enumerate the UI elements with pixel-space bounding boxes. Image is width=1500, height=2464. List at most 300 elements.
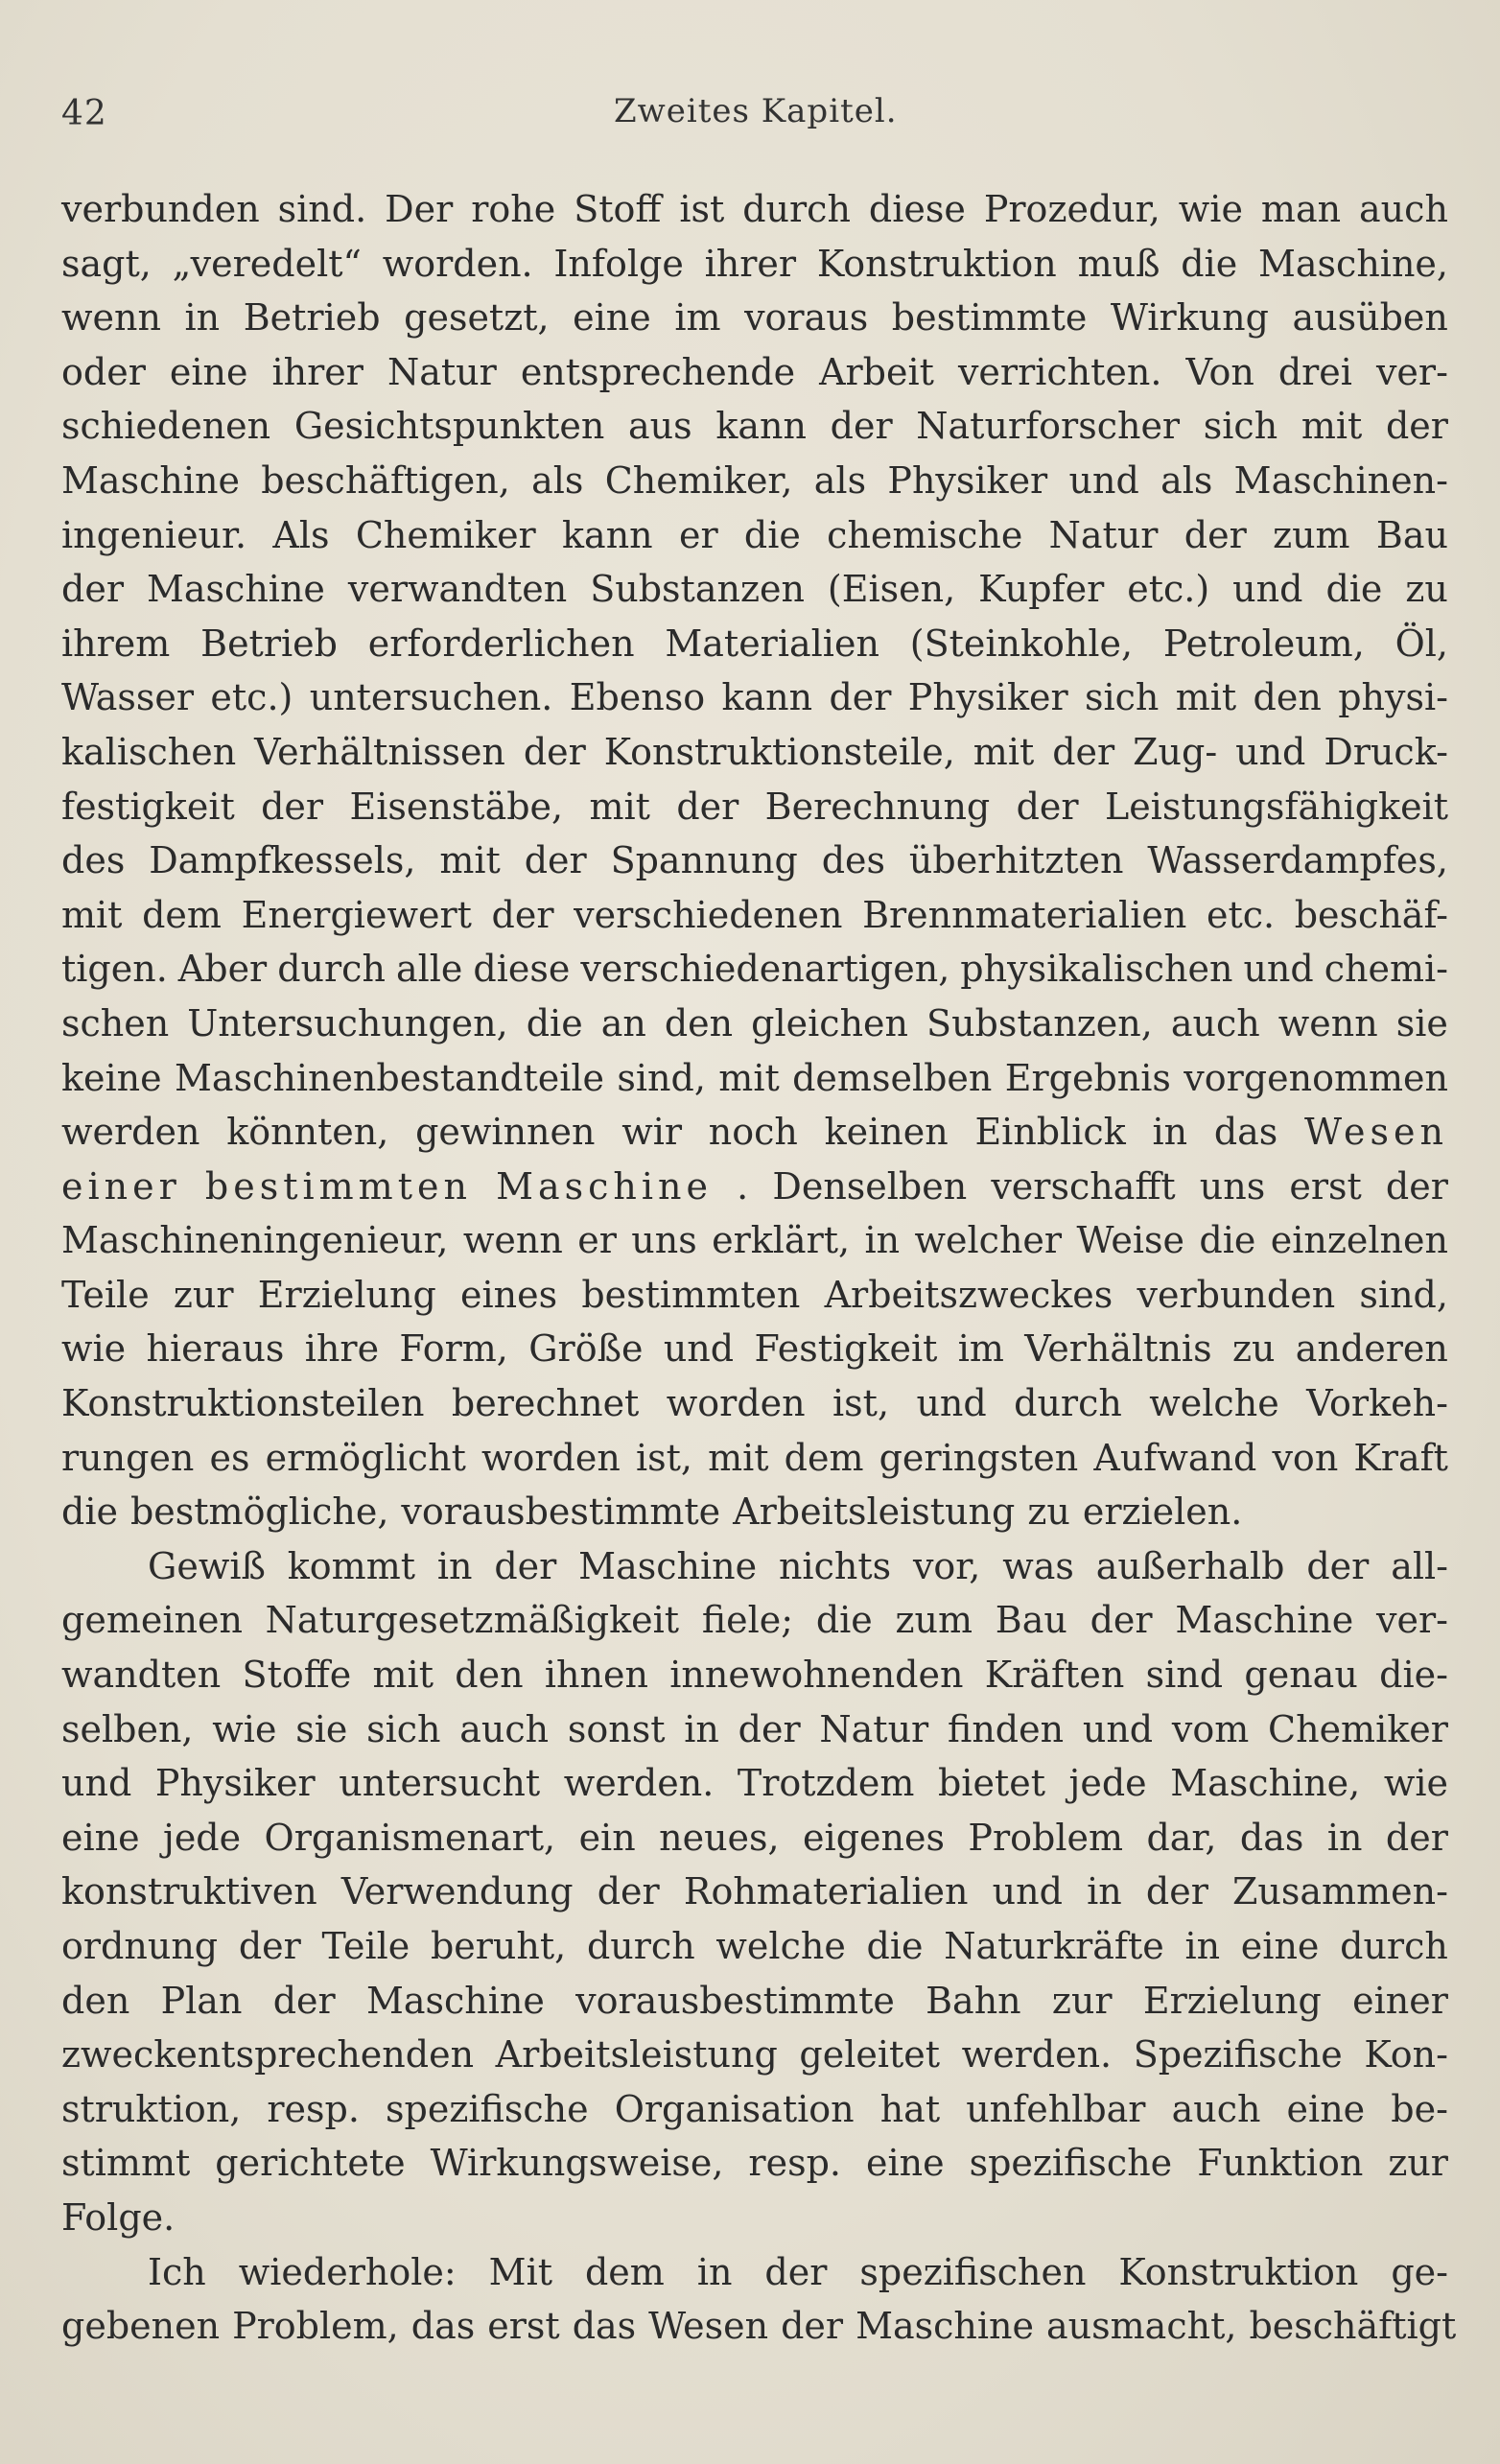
word: Dampfkessels, — [149, 839, 416, 882]
word: in — [696, 2250, 733, 2293]
word: in — [1326, 1816, 1363, 1859]
word: vorgenommen — [1184, 1056, 1448, 1099]
word: wiederhole: — [238, 2250, 457, 2293]
word: Weise — [1076, 1219, 1185, 1262]
word: sie — [1395, 1001, 1448, 1044]
word: wie — [1383, 1762, 1448, 1805]
word: Kupfer — [978, 568, 1105, 611]
word: gebenen — [61, 2305, 221, 2348]
word: ausmacht, — [1046, 2305, 1237, 2348]
word: Naturgesetzmäßigkeit — [265, 1599, 680, 1642]
text-line — [61, 399, 1448, 454]
text-line — [61, 617, 1448, 671]
word: festigkeit — [61, 785, 235, 828]
word: schiedenen — [61, 405, 271, 448]
word: etc. — [1206, 893, 1276, 936]
word: zweckentsprechenden — [61, 2033, 475, 2077]
word: außerhalb — [1095, 1544, 1285, 1587]
text-line — [61, 833, 1448, 888]
word: gleichen — [751, 1001, 909, 1044]
word: sich — [1203, 405, 1278, 448]
word: eine — [865, 2142, 945, 2185]
word: welcher — [914, 1219, 1063, 1262]
word: physikalischen — [960, 948, 1233, 991]
running-head: Zweites Kapitel. — [614, 92, 898, 130]
text-line — [61, 508, 1448, 563]
word: als — [1160, 458, 1213, 502]
word: gewinnen — [415, 1111, 596, 1154]
word: der — [238, 1925, 301, 1967]
word: mit — [1175, 676, 1237, 719]
word: ingenieur. — [61, 513, 247, 556]
word: Bau — [1375, 513, 1448, 556]
word: Von — [1185, 350, 1254, 393]
word: dem — [584, 2250, 665, 2293]
word: kann — [562, 513, 653, 556]
word: die — [743, 513, 801, 556]
word: in — [1152, 1111, 1188, 1154]
word: der — [1385, 1164, 1448, 1208]
text-line — [61, 1865, 1448, 1919]
word: worden — [480, 1436, 621, 1479]
word: Denselben — [772, 1164, 968, 1208]
word: wenn — [462, 1219, 563, 1262]
text-line — [61, 345, 1448, 400]
word: chemi- — [1324, 948, 1448, 991]
word: ver- — [1375, 1599, 1448, 1642]
text-line — [61, 2191, 1448, 2245]
word: zur — [1388, 2142, 1448, 2185]
body-text — [61, 182, 1457, 2354]
word: Wasserdampfes, — [1147, 839, 1448, 882]
word: genau — [1244, 1654, 1358, 1697]
word: der — [676, 785, 739, 828]
word: (Steinkohle, — [909, 622, 1134, 665]
word: zu — [1405, 568, 1448, 611]
word: dar, — [1146, 1816, 1217, 1859]
word: resp. — [267, 2087, 360, 2130]
word: selben, — [61, 1707, 194, 1750]
word: die- — [1379, 1654, 1448, 1697]
word: „veredelt“ — [172, 242, 362, 285]
text-line — [61, 2028, 1448, 2082]
text-line — [61, 670, 1448, 725]
word: hat — [879, 2087, 941, 2130]
word: Spannung — [610, 839, 798, 882]
word: als — [813, 458, 867, 502]
word: in — [184, 296, 221, 340]
word: Substanzen, — [926, 1001, 1153, 1044]
word: sich — [366, 1707, 441, 1750]
word: Chemiker, — [604, 458, 793, 502]
word: rohe — [471, 188, 556, 230]
word: das — [410, 2305, 476, 2348]
word: Maschine — [1175, 1599, 1354, 1642]
word: ist, — [635, 1436, 692, 1479]
word: einzelnen — [1270, 1219, 1448, 1262]
word: was — [1002, 1544, 1074, 1587]
word: ist, — [832, 1382, 890, 1425]
word: Eisenstäbe, — [349, 785, 564, 828]
text-line — [61, 1322, 1448, 1376]
word: erzielen. — [1082, 1490, 1243, 1534]
word: Naturkräfte — [944, 1925, 1164, 1967]
word: beruht, — [430, 1925, 567, 1967]
word: Bau — [995, 1599, 1067, 1642]
word: mit — [708, 1436, 769, 1479]
word: oder — [61, 350, 146, 393]
word: sonst — [567, 1707, 666, 1750]
word: Kräften — [984, 1654, 1125, 1697]
word: Natur — [1048, 513, 1159, 556]
word: beschäftigen, — [261, 458, 510, 502]
word: in — [864, 1219, 901, 1262]
word: rungen — [61, 1436, 195, 1479]
text-line — [61, 237, 1448, 292]
word: alle — [395, 948, 463, 991]
word: beschäftigt — [1249, 2305, 1457, 2348]
word: wie — [212, 1707, 277, 1750]
word: worden. — [382, 242, 533, 285]
text-line — [61, 997, 1448, 1051]
word: etc.) — [1127, 568, 1210, 611]
word: Verhältnis — [1024, 1327, 1212, 1371]
word: und — [61, 1762, 132, 1805]
text-line — [61, 1485, 1448, 1539]
word: Problem — [968, 1816, 1124, 1859]
word: auch — [1171, 2087, 1261, 2130]
word: man — [1260, 188, 1342, 230]
word: Als — [272, 513, 330, 556]
word: Petroleum, — [1162, 622, 1365, 665]
word: der — [261, 785, 324, 828]
word: die — [815, 1599, 873, 1642]
word: wie — [1178, 188, 1243, 230]
word: Bahn — [926, 1979, 1021, 2022]
word: spezifische — [969, 2142, 1173, 2185]
text-line — [61, 1974, 1448, 2029]
word: dem — [142, 893, 222, 936]
word: überhitzten — [908, 839, 1124, 882]
word: spezifischen — [859, 2250, 1087, 2293]
word: Funktion — [1197, 2142, 1364, 2185]
word: hieraus — [146, 1327, 285, 1371]
word: vorausbestimmte — [575, 1979, 895, 2022]
word: geleitet — [799, 2033, 941, 2077]
word: Wirkung — [1110, 296, 1269, 340]
word: erst — [1289, 1164, 1362, 1208]
word: ihrer — [271, 350, 363, 393]
word: sind, — [617, 1056, 706, 1099]
word: der — [764, 2250, 828, 2293]
word: noch — [708, 1111, 798, 1154]
word: Trotzdem — [737, 1762, 915, 1805]
word: Konstruktion — [1118, 2250, 1359, 2293]
word: Aber — [177, 948, 268, 991]
word: der — [738, 1707, 801, 1750]
word: (Eisen, — [827, 568, 956, 611]
word: der — [61, 568, 124, 611]
word: Erzielung — [1142, 1979, 1322, 2022]
word: eines — [460, 1273, 558, 1316]
word: zum — [1273, 513, 1350, 556]
word: gerichtete — [215, 2142, 406, 2185]
word: verbunden — [61, 188, 260, 230]
word: kalischen — [61, 730, 237, 773]
word: mit — [973, 730, 1035, 773]
word: die — [1181, 242, 1238, 285]
word: neues, — [659, 1816, 780, 1859]
text-line — [61, 780, 1448, 834]
word: Zusammen- — [1232, 1870, 1448, 1913]
word: vorausbestimmte — [401, 1490, 721, 1534]
word: werden. — [961, 2033, 1113, 2077]
text-line — [61, 725, 1448, 780]
word: Maschine — [365, 1979, 545, 2022]
word: und — [1068, 458, 1139, 502]
word: unfehlbar — [966, 2087, 1146, 2130]
word: verrichten. — [957, 350, 1162, 393]
text-line — [61, 942, 1448, 997]
word: wie — [61, 1327, 127, 1371]
word: ihrem — [61, 622, 171, 665]
word: Zug- — [1133, 730, 1218, 773]
text-line — [61, 1431, 1448, 1486]
word: erklärt, — [712, 1219, 851, 1262]
word: untersuchen. — [309, 676, 553, 719]
word: Gesichtspunkten — [293, 405, 605, 448]
word: ausüben — [1292, 296, 1448, 340]
word: zu — [1231, 1327, 1276, 1371]
word: zum — [895, 1599, 973, 1642]
word: ihnen — [544, 1654, 648, 1697]
word: aus — [628, 405, 692, 448]
text-line — [61, 2245, 1448, 2300]
word: vor, — [912, 1544, 981, 1587]
word: auch — [1170, 1001, 1260, 1044]
word: Naturforscher — [916, 405, 1181, 448]
word: tigen. — [61, 948, 168, 991]
text-line — [61, 562, 1448, 617]
word: ein — [578, 1816, 636, 1859]
word: der — [1052, 730, 1115, 773]
word: der — [523, 730, 586, 773]
word: bestimmten — [581, 1273, 801, 1316]
word: den — [1253, 676, 1322, 719]
word: zu — [1027, 1490, 1070, 1534]
word: worden — [666, 1382, 806, 1425]
word: Festigkeit — [754, 1327, 938, 1371]
word: bestimmte — [891, 296, 1088, 340]
word: in — [1184, 1925, 1221, 1967]
word: verwandten — [347, 568, 568, 611]
word: eine — [1240, 1925, 1320, 1967]
word: der — [1090, 1599, 1153, 1642]
word: chemische — [827, 513, 1023, 556]
word: stimmt — [61, 2142, 191, 2185]
word: sind — [1145, 1654, 1224, 1697]
word: beschäf- — [1294, 893, 1448, 936]
word: sind. — [277, 188, 367, 230]
word: der — [781, 2305, 844, 2348]
word: ihrer — [704, 242, 797, 285]
word: Maschine, — [1257, 242, 1448, 285]
word: sich — [1084, 676, 1160, 719]
word: Konstruktion — [816, 242, 1057, 285]
word: der — [494, 1544, 557, 1587]
word: kann — [721, 676, 813, 719]
text-line — [61, 1268, 1448, 1323]
word: das — [1213, 1111, 1278, 1154]
word: Maschine — [578, 1544, 758, 1587]
word: Maschine — [496, 1164, 714, 1208]
word: Vorkeh- — [1306, 1382, 1448, 1425]
word: die — [61, 1490, 118, 1534]
word: Leistungsfähigkeit — [1104, 785, 1448, 828]
word: in — [436, 1544, 473, 1587]
word: zur — [1051, 1979, 1113, 2022]
word: Arbeit — [819, 350, 934, 393]
word: durch — [742, 188, 851, 230]
word: Wirkungsweise, — [430, 2142, 724, 2185]
word: uns — [1199, 1164, 1266, 1208]
word: diese — [868, 188, 966, 230]
word: Arbeitsleistung — [495, 2033, 778, 2077]
word: Physiker — [887, 458, 1048, 502]
word: schen — [61, 1001, 170, 1044]
word: sind, — [1359, 1273, 1448, 1316]
word: verschiedenen — [574, 893, 843, 936]
word: mit — [718, 1056, 780, 1099]
text-line — [61, 1539, 1448, 1594]
word: Physiker — [907, 676, 1068, 719]
word: Stoffe — [242, 1654, 352, 1697]
word: von — [1272, 1436, 1339, 1479]
word: zur — [173, 1273, 234, 1316]
word: kann — [715, 405, 807, 448]
word: der — [1016, 785, 1079, 828]
word: er — [678, 513, 718, 556]
word: Teile — [61, 1273, 150, 1316]
word: Organismenart, — [264, 1816, 556, 1859]
word: Betrieb — [243, 296, 381, 340]
word: Druck- — [1324, 730, 1448, 773]
word: durch — [586, 1925, 695, 1967]
text-line — [61, 182, 1448, 237]
word: Organisation — [614, 2087, 855, 2130]
word: sagt, — [61, 242, 152, 285]
word: verbunden — [1137, 1273, 1336, 1316]
word: ordnung — [61, 1925, 219, 1967]
word: ge- — [1391, 2250, 1448, 2293]
word: verschafft — [991, 1164, 1176, 1208]
word: Maschine — [61, 458, 240, 502]
word: welche — [715, 1925, 846, 1967]
word: verschiedenartigen, — [580, 948, 950, 991]
word: berechnet — [451, 1382, 640, 1425]
word: spezifische — [386, 2087, 589, 2130]
word: Form, — [399, 1327, 508, 1371]
word: fiele; — [701, 1599, 794, 1642]
word: Untersuchungen, — [187, 1001, 508, 1044]
word: werden. — [563, 1762, 715, 1805]
word: der — [524, 839, 587, 882]
word: voraus — [744, 296, 869, 340]
word: Problem, — [232, 2305, 399, 2348]
word: Konstruktionsteile, — [603, 730, 955, 773]
word: Chemiker — [355, 513, 536, 556]
word: mit — [61, 893, 123, 936]
word: Rohmaterialien — [683, 1870, 969, 1913]
text-line — [61, 2082, 1448, 2137]
word: Kon- — [1364, 2033, 1448, 2077]
word: wenn — [61, 296, 161, 340]
word: Plan — [160, 1979, 243, 2022]
word: im — [957, 1327, 1004, 1371]
word: erst — [487, 2305, 560, 2348]
word: des — [61, 839, 126, 882]
text-line — [61, 1593, 1448, 1648]
word: Energiewert — [241, 893, 472, 936]
word: einer — [61, 1164, 181, 1208]
word: Chemiker — [1268, 1707, 1448, 1750]
word: Konstruktionsteilen — [61, 1382, 425, 1425]
word: der — [1385, 1816, 1448, 1859]
word: es — [209, 1436, 250, 1479]
word: Natur — [819, 1707, 929, 1750]
word: mit — [589, 785, 650, 828]
word: wenn — [1277, 1001, 1378, 1044]
word: Arbeitszweckes — [824, 1273, 1113, 1316]
text-line — [61, 2136, 1448, 2191]
word: auch — [1359, 188, 1448, 230]
word: nichts — [778, 1544, 892, 1587]
word: den — [61, 1979, 130, 2022]
word: durch — [1014, 1382, 1122, 1425]
word: demselben — [792, 1056, 993, 1099]
word: wandten — [61, 1654, 222, 1697]
word: im — [674, 296, 721, 340]
word: uns — [631, 1219, 697, 1262]
word: Materialien — [665, 622, 879, 665]
word: ermöglicht — [265, 1436, 466, 1479]
text-line — [61, 1105, 1448, 1160]
text-line — [61, 291, 1448, 345]
word: das — [1239, 1816, 1304, 1859]
text-line — [61, 888, 1448, 943]
word: Ergebnis — [1004, 1056, 1171, 1099]
word: und — [1082, 1707, 1154, 1750]
word: Spezifische — [1133, 2033, 1343, 2077]
word: drei — [1277, 350, 1352, 393]
word: Teile — [321, 1925, 410, 1967]
text-line — [61, 1213, 1448, 1268]
word: konstruktiven — [61, 1870, 317, 1913]
word: jede — [163, 1816, 242, 1859]
word: all- — [1391, 1544, 1448, 1587]
word: Erzielung — [257, 1273, 436, 1316]
word: eine — [61, 1816, 140, 1859]
text-line — [61, 1919, 1448, 1974]
word: Infolge — [553, 242, 684, 285]
word: der — [597, 1870, 660, 1913]
word: könnten, — [226, 1111, 389, 1154]
word: und — [1232, 568, 1303, 611]
word: kommt — [287, 1544, 415, 1587]
word: Kraft — [1353, 1436, 1448, 1479]
word: durch — [1340, 1925, 1448, 1967]
word: der — [829, 676, 892, 719]
